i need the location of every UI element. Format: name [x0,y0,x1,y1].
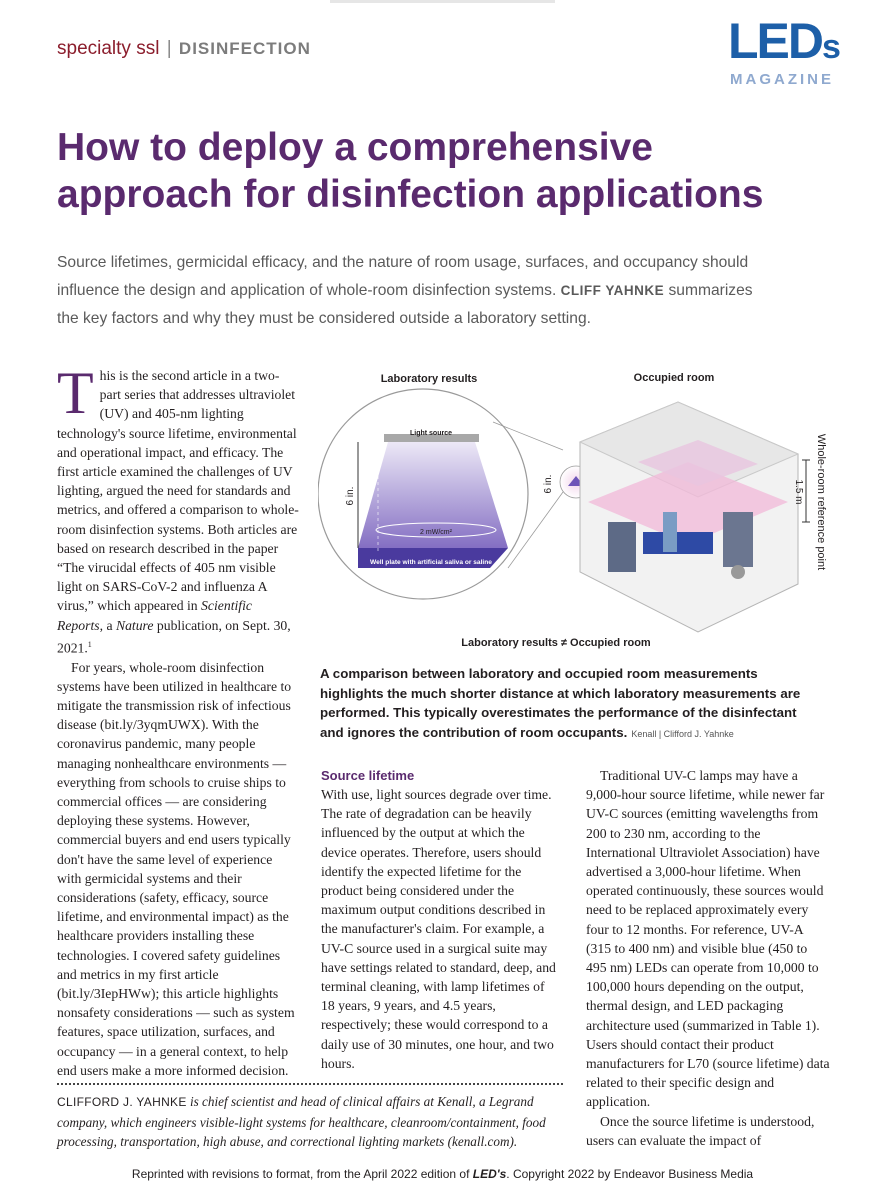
paragraph-1-mid: , a [99,617,113,633]
journal-name: Scientific Reports [57,598,252,633]
article-headline: How to deploy a comprehensive approach for disinfection applications [57,126,764,216]
author-bio [57,1092,567,1152]
label-lab-results: Laboratory results [380,373,478,385]
section-tag [57,38,311,60]
column-3 [586,766,831,1150]
stool [731,565,745,579]
column-1 [57,360,299,1080]
equipment-tower [608,522,636,572]
paragraph-3: With use, light sources degrade over time. The rate of degradation can be heavily influenced by the output at which the device operates. Therefore, users should identify the expected lifetime for the product being considered under the maximum output conditions described in the manufacturer's claim. For example, a UV-C source used in a surgical suite may have settings related to standard, deep, and terminal cleaning, with lamp lifetimes of 18 years, 9 years, and 4.5 years, respectively; these would correspond to a daily use of 30 minutes, one hour, and two hours. [321,787,556,1071]
paragraph-1 [57,360,299,658]
label-bottom-comparison: Laboratory results ≠ Occupied room [461,637,651,649]
label-light-source: Light source [409,430,453,437]
paragraph-5: Once the source lifetime is understood, users can evaluate the impact of [586,1113,815,1148]
footer-prefix: Reprinted with revisions to format, from the April 2022 edition of [131,1167,470,1181]
paragraph-1-text: his is the second article in a two-part series that addresses ultraviolet (UV) and 405-nm lighting technology's source lifetime, environmental and operational impact, and efficacy. The first article examined the challenges of UV lighting, argued the need for standards and metrics, and offered a comparison to whole-room disinfection systems. Both articles are based on research described in the paper “The virucidal effects of 405 nm visible light on SARS-CoV-2 and influenza A virus,” which appeared in [57,368,299,614]
comparison-figure [318,362,838,654]
deck-tail: summarizes the key factors and why they must be considered outside a laboratory setting. [57,282,753,327]
section-kicker: specialty ssl [57,38,160,59]
publisher-name: Nature [115,617,154,633]
caption-text: A comparison between laboratory and occupied room measurements highlights the much shorter distance at which laboratory measurements are performed. This typically overestimates the performance of the disinfectant and ignores the contribution of room occupants. [320,666,801,740]
footer-suffix: . Copyright 2022 by Endeavor Business Media [506,1167,754,1181]
top-rule [330,0,555,3]
caption-credit: Kenall | Clifford J. Yahnke [631,728,734,739]
section-topic: DISINFECTION [178,39,311,58]
logo-s: s [822,28,839,66]
operating-table [643,532,713,554]
footnote-ref: 1 [87,639,92,649]
label-irradiance: 2 mW/cm² [420,529,452,536]
logo-sub: MAGAZINE [730,71,834,88]
label-occupied-room: Occupied room [633,372,715,384]
label-reference-point: Whole-room reference point [815,433,827,571]
bio-text: is chief scientist and head of clinical affairs at Kenall, a Legrand company, which engineers visible-light systems for healthcare, cleanroom/containment, food processing, transportation, high abuse, and correctional lighting markets (kenall.com). [57,1094,546,1149]
deck-author: CLIFF YAHNKE [560,283,665,298]
figure-caption [320,664,820,744]
cabinet [723,512,753,567]
logo-main: LED [728,13,822,69]
label-room-height: 1.5 m [793,479,804,505]
footer-publication: LED's [472,1167,507,1181]
paragraph-2: For years, whole-room disinfection systems have been utilized in healthcare to mitigate the transmission risk of infectious disease (bit.ly/3yqmUWX). With the coronavirus pandemic, many people managing nonhealthcare environments — everything from schools to cruise ships to commercial offices — are considering deploying these systems. However, commercial buyers and end users typically don't have the same level of experience with germicidal systems and their considerations (safety, efficacy, source lifetime, and environmental impact) as the healthcare providers installing these technologies. I covered safety guidelines and metrics in my first article (bit.ly/3IepHWw); this article highlights nonsafety considerations — such as system features, space utilization, surfaces, and occupancy — in a general context, to help end users make a more informed decision. [57,659,295,1078]
subhead-source-lifetime: Source lifetime [321,768,415,783]
paragraph-1-end: publication, on Sept. 30, 2021. [57,617,291,656]
label-well-plate: Well plate with artificial saliva or saline [370,559,492,566]
section-separator: | [166,38,172,59]
article-deck [57,249,777,333]
bio-name: CLIFFORD J. YAHNKE [57,1095,187,1109]
dropcap: T [57,360,94,426]
label-lab-height: 6 in. [345,486,356,506]
footer [0,1167,885,1181]
leds-magazine-logo [728,13,868,88]
person-figure [663,512,677,552]
column-2 [321,766,561,1073]
deck-text: Source lifetimes, germicidal efficacy, and the nature of room usage, surfaces, and occupancy should influence the design and application of whole-room disinfection systems. [57,254,749,299]
bio-divider [57,1083,563,1085]
label-room-small-height: 6 in. [543,474,554,494]
figure-illustration [318,362,838,654]
paragraph-4: Traditional UV-C lamps may have a 9,000-hour source lifetime, while newer far UV-C sources (emitting wavelengths from 200 to 230 nm, according to the International Ultraviolet Association) have advertised a 3,000-hour lifetime. When operated continuously, these sources would need to be replaced approximately every four to 12 months. For reference, UV-A (315 to 400 nm) and visible blue (450 to 495 nm) LEDs can operate from 10,000 to 100,000 hours depending on the output, thermal design, and LED packaging architecture used (summarized in Table 1). Users should contact their product manufacturers for L70 (source lifetime) data related to their specific design and application. [586,768,830,1110]
